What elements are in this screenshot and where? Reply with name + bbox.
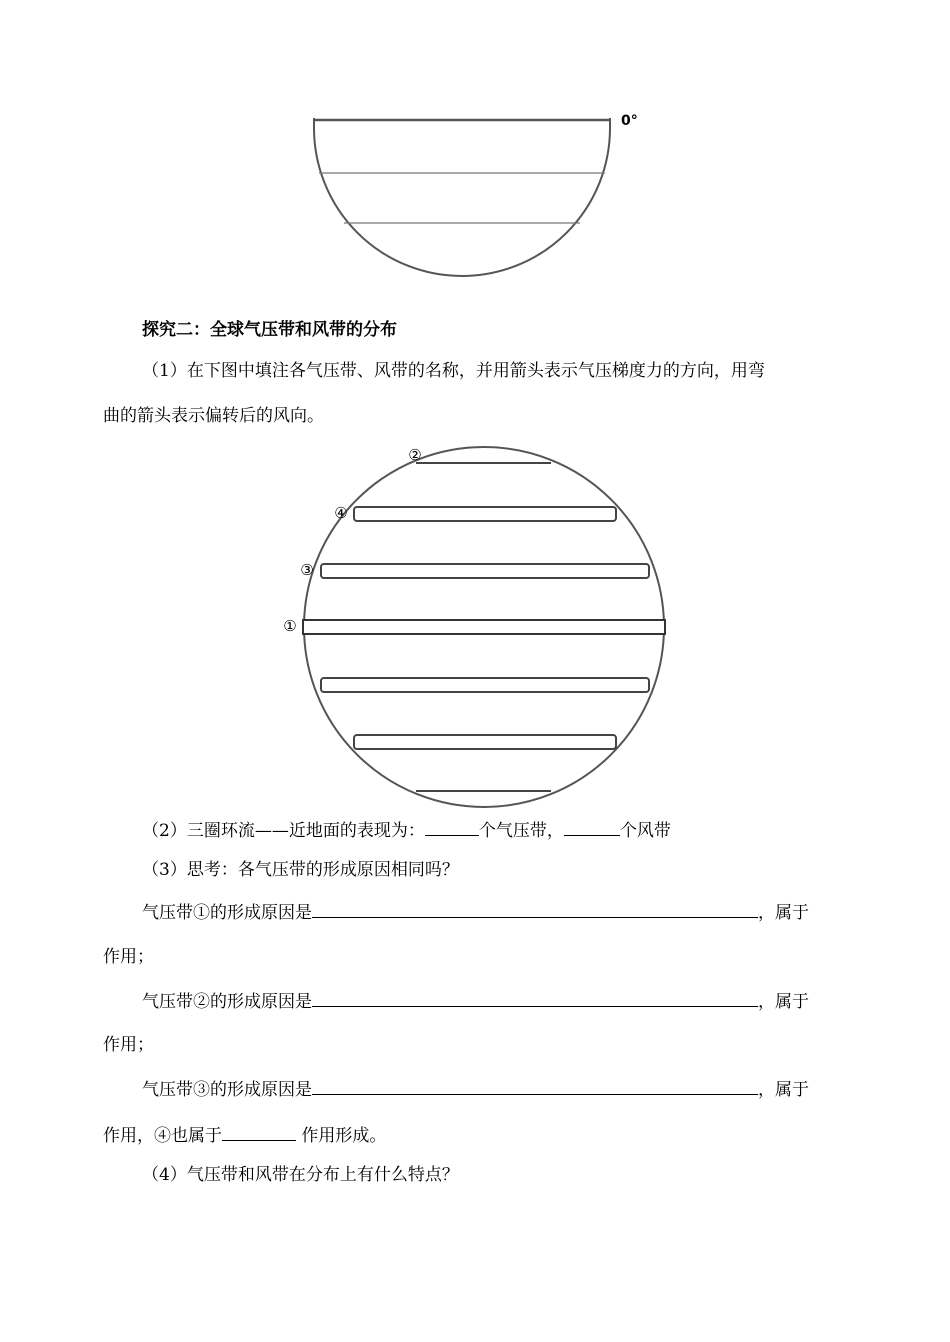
question-3-title: （3）思考：各气压带的形成原因相同吗？ [142,860,459,880]
question-2-suffix: 个风带 [619,821,671,841]
effect-line-3 [103,1122,386,1148]
effect-line-2: 作用； [103,1035,154,1055]
belt-box-equator [303,620,665,634]
question-1-line2: 曲的箭头表示偏转后的风向。 [103,406,324,426]
effect-last-a: 作用，④也属于 [103,1126,222,1146]
hemisphere-diagram [300,110,660,285]
question-2 [142,817,671,843]
question-2-mid: 个气压带， [478,821,564,841]
answer-blank-reason-3[interactable] [312,1076,758,1095]
marker-3: ③ [300,561,314,579]
belt-box [321,678,649,692]
question-3-line2 [142,988,809,1014]
belong-label: ，属于 [758,992,809,1012]
belong-label: ，属于 [758,1080,809,1100]
answer-blank-wind-count[interactable] [564,817,620,836]
effect-last-b: 作用形成。 [301,1126,387,1146]
effect-line-1: 作用； [103,947,154,967]
answer-blank-reason-2[interactable] [312,988,758,1007]
question-2-prefix: （2）三圈环流——近地面的表现为： [142,821,425,841]
reason-1-prefix: 气压带①的形成原因是 [142,903,312,923]
reason-3-prefix: 气压带③的形成原因是 [142,1080,312,1100]
question-3-line1 [142,899,809,925]
answer-blank-reason-1[interactable] [312,899,758,918]
belt-box [321,564,649,578]
answer-blank-belt-4[interactable] [222,1122,296,1141]
marker-2: ② [408,446,422,464]
belong-label: ，属于 [758,903,809,923]
section-title: 探究二：全球气压带和风带的分布 [142,320,397,340]
marker-4: ④ [334,504,348,522]
question-3-line3 [142,1076,809,1102]
marker-1: ① [283,617,297,635]
reason-2-prefix: 气压带②的形成原因是 [142,992,312,1012]
belt-box [354,735,616,749]
equator-label: 0° [621,113,638,129]
hemisphere-outline [314,118,610,276]
answer-blank-pressure-count[interactable] [425,817,479,836]
pressure-belt-diagram [270,440,690,810]
belt-box [354,507,616,521]
question-4-title: （4）气压带和风带在分布上有什么特点？ [142,1165,459,1185]
question-1-line1: （1）在下图中填注各气压带、风带的名称，并用箭头表示气压梯度力的方向，用弯 [142,361,765,381]
